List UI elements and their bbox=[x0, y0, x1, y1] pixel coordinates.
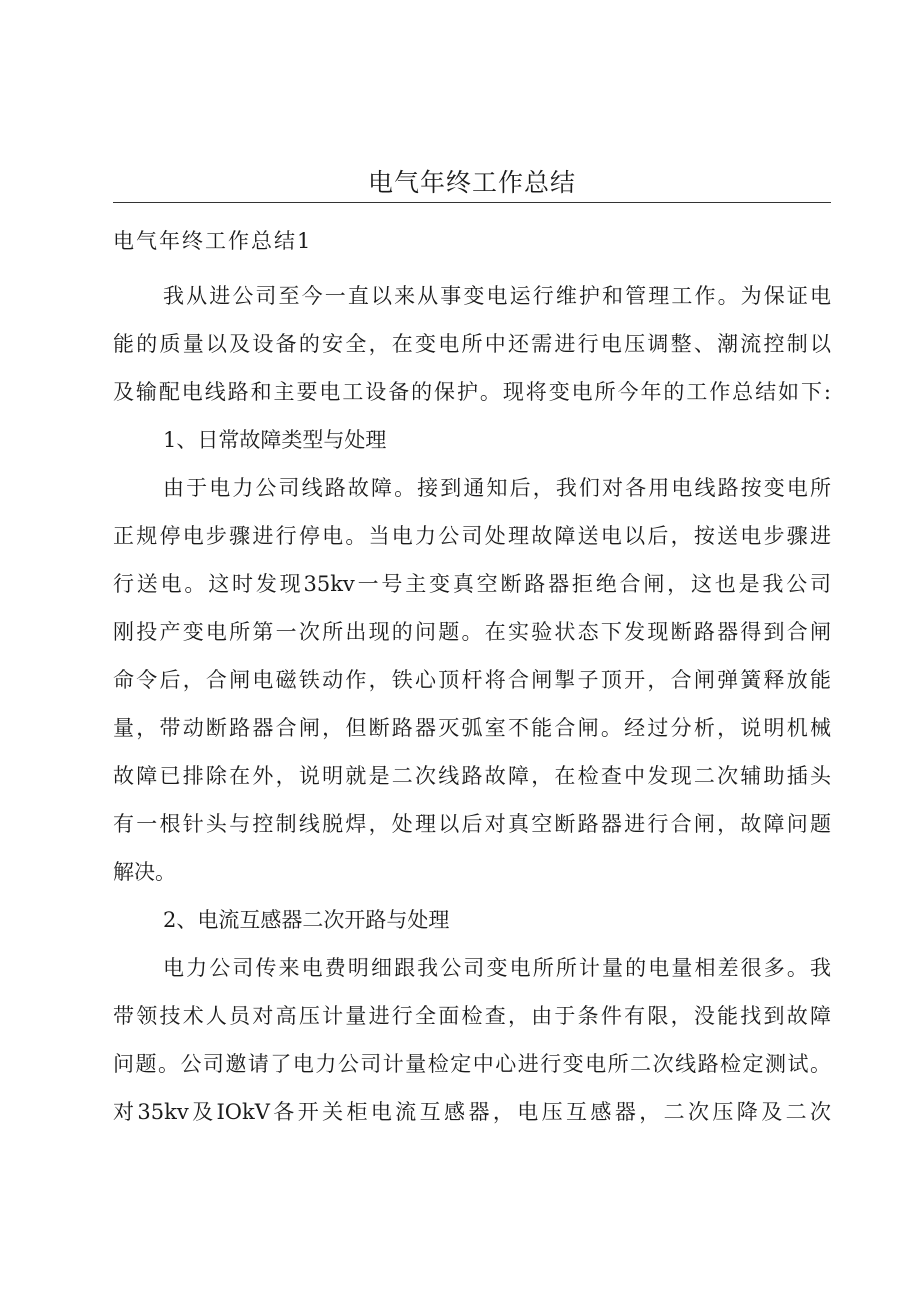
section-heading: 1、日常故障类型与处理 bbox=[163, 428, 387, 452]
paragraph-line: 带领技术人员对高压计量进行全面检查，由于条件有限，没能找到故障 bbox=[113, 1004, 831, 1028]
paragraph-line: 有一根针头与控制线脱焊，处理以后对真空断路器进行合闸，故障问题 bbox=[113, 812, 831, 836]
document-body bbox=[113, 222, 831, 1136]
paragraph-line: 命令后，合闸电磁铁动作，铁心顶杆将合闸掣子顶开，合闸弹簧释放能 bbox=[113, 668, 831, 692]
paragraph-line: 行送电。这时发现35kv一号主变真空断路器拒绝合闸，这也是我公司 bbox=[113, 572, 831, 596]
title-divider bbox=[113, 202, 831, 203]
section-subtitle: 电气年终工作总结1 bbox=[113, 229, 313, 253]
paragraph-line: 对35kv及IOkV各开关柜电流互感器，电压互感器，二次压降及二次 bbox=[113, 1100, 831, 1124]
paragraph-line: 正规停电步骤进行停电。当电力公司处理故障送电以后，按送电步骤进 bbox=[113, 524, 831, 548]
paragraph-line: 电力公司传来电费明细跟我公司变电所所计量的电量相差很多。我 bbox=[163, 956, 831, 980]
paragraph-line: 由于电力公司线路故障。接到通知后，我们对各用电线路按变电所 bbox=[163, 476, 831, 500]
document-title: 电气年终工作总结 bbox=[367, 168, 576, 197]
paragraph-line: 刚投产变电所第一次所出现的问题。在实验状态下发现断路器得到合闸 bbox=[113, 620, 831, 644]
section-heading: 2、电流互感器二次开路与处理 bbox=[163, 908, 450, 932]
paragraph-line: 及输配电线路和主要电工设备的保护。现将变电所今年的工作总结如下: bbox=[113, 380, 831, 404]
paragraph-line: 能的质量以及设备的安全，在变电所中还需进行电压调整、潮流控制以 bbox=[113, 332, 831, 356]
paragraph-line: 解决。 bbox=[113, 860, 176, 884]
paragraph-line: 我从进公司至今一直以来从事变电运行维护和管理工作。为保证电 bbox=[163, 284, 831, 308]
paragraph-line: 问题。公司邀请了电力公司计量检定中心进行变电所二次线路检定测试。 bbox=[113, 1052, 831, 1076]
paragraph-line: 故障已排除在外，说明就是二次线路故障，在检查中发现二次辅助插头 bbox=[113, 764, 831, 788]
paragraph-line: 量，带动断路器合闸，但断路器灭弧室不能合闸。经过分析，说明机械 bbox=[113, 716, 831, 740]
